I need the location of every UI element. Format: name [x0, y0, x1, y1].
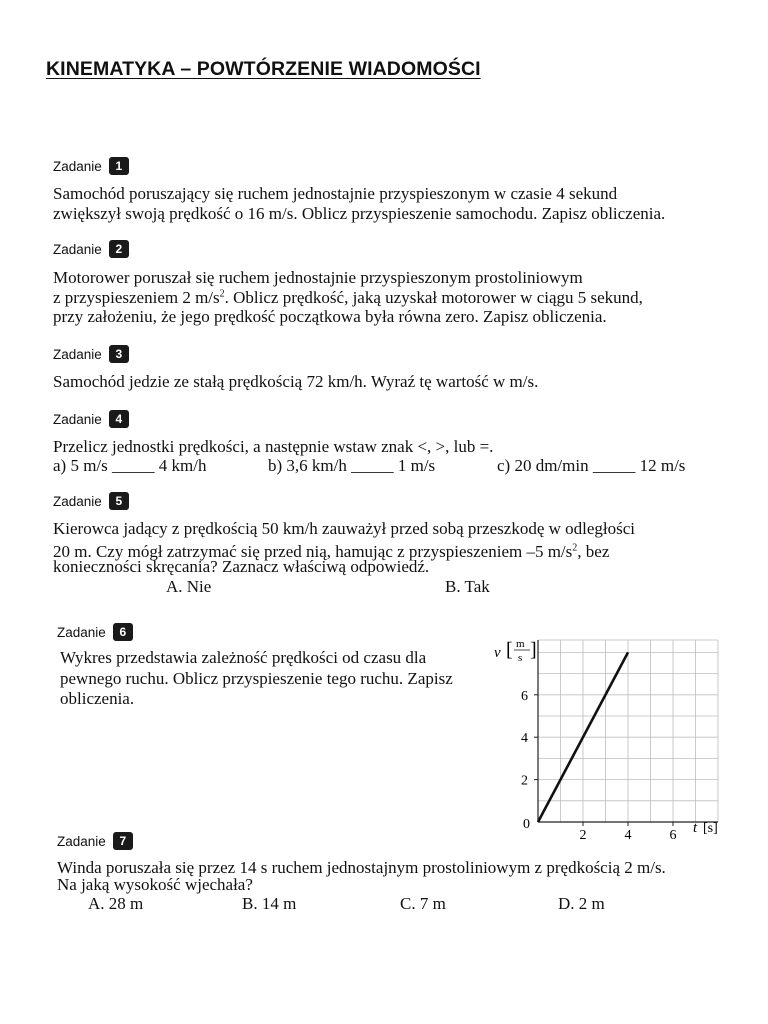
chart-grid	[538, 640, 718, 822]
task-4-option-c: c) 20 dm/min _____ 12 m/s	[497, 456, 686, 475]
task-1-text	[53, 184, 665, 223]
task-6-text	[60, 648, 453, 710]
text-line: Na jaką wysokość wjechała?	[57, 875, 253, 894]
text-fragment: . Oblicz prędkość, jaką uzyskał motorower w ciągu 5 sekund,	[224, 287, 643, 307]
answer-option-a[interactable]: A. 28 m	[88, 894, 144, 913]
x-axis-unit: [s]	[703, 821, 718, 836]
answer-option-d[interactable]: D. 2 m	[558, 894, 605, 913]
text-fragment: z przyspieszeniem 2 m/s	[53, 287, 220, 307]
origin-label: 0	[523, 817, 530, 832]
answer-option-b[interactable]: B. Tak	[445, 577, 490, 596]
task-number-badge: 2	[109, 240, 129, 258]
task-label-text: Zadanie	[53, 158, 102, 174]
task-label-text: Zadanie	[53, 346, 102, 362]
text-line: przy założeniu, że jego prędkość początkowa była równa zero. Zapisz obliczenia.	[53, 307, 607, 326]
task-4-option-a: a) 5 m/s _____ 4 km/h	[53, 456, 207, 475]
task-5-text	[53, 519, 635, 577]
text-line: Kierowca jadący z prędkością 50 km/h zauważył przed sobą przeszkodę w odległości	[53, 519, 636, 538]
task-number-badge: 1	[109, 157, 129, 175]
task-6-label	[57, 623, 133, 641]
text-line: Samochód jedzie ze stałą prędkością 72 km/h. Wyraź tę wartość w m/s.	[53, 372, 539, 391]
task-number-badge: 5	[109, 492, 129, 510]
text-line: Wykres przedstawia zależność prędkości od czasu dla	[60, 648, 427, 667]
velocity-time-chart	[488, 632, 728, 842]
task-label-text: Zadanie	[53, 493, 102, 509]
y-tick-label: 6	[521, 688, 528, 704]
task-label-text: Zadanie	[57, 833, 106, 849]
task-7-text	[57, 859, 666, 893]
task-2-text	[53, 268, 643, 327]
text-line: pewnego ruchu. Oblicz przyspieszenie tego ruchu. Zapisz	[60, 668, 453, 688]
y-tick-label: 2	[521, 773, 528, 789]
task-label-text: Zadanie	[53, 241, 102, 257]
text-line: obliczenia.	[60, 689, 135, 708]
superscript: 2	[572, 541, 578, 553]
task-number-badge: 3	[109, 345, 129, 363]
text-line	[53, 288, 643, 308]
x-tick-label: 4	[624, 828, 632, 842]
task-3-text	[53, 372, 538, 392]
y-axis-unit-bracket-right: ]	[530, 639, 537, 661]
text-line: Winda poruszała się przez 14 s ruchem jednostajnym prostoliniowym z prędkością 2 m/s.	[57, 858, 666, 877]
superscript: 2	[219, 287, 225, 299]
x-tick-label: 6	[669, 828, 677, 842]
task-3-label	[53, 345, 129, 363]
task-1-label	[53, 157, 129, 175]
answer-option-c[interactable]: C. 7 m	[400, 894, 446, 913]
y-tick-label: 4	[521, 731, 528, 747]
task-4-label	[53, 410, 129, 428]
y-axis-unit-bracket-left: [	[506, 639, 513, 661]
task-4-intro: Przelicz jednostki prędkości, a następnie wstaw znak <, >, lub =.	[53, 437, 494, 456]
y-axis-unit-denominator: s	[518, 652, 523, 664]
answer-option-b[interactable]: B. 14 m	[242, 894, 297, 913]
x-tick-label: 2	[579, 828, 587, 842]
task-2-label	[53, 240, 129, 258]
y-axis-unit-numerator: m	[516, 638, 525, 650]
task-5-label	[53, 492, 129, 510]
chart-ticks	[521, 689, 677, 842]
text-line: zwiększył swoją prędkość o 16 m/s. Oblicz przyspieszenie samochodu. Zapisz obliczenia.	[53, 203, 666, 223]
y-axis-label: v	[494, 645, 501, 661]
text-line: Motorower poruszał się ruchem jednostajnie przyspieszonym prostoliniowym	[53, 268, 583, 287]
text-fragment: , bez	[577, 541, 610, 561]
text-fragment: 20 m. Czy mógł zatrzymać się przed nią, hamując z przyspieszeniem –5 m/s	[53, 541, 573, 561]
task-number-badge: 4	[109, 410, 129, 428]
page-title: KINEMATYKA – POWTÓRZENIE WIADOMOŚCI	[46, 58, 481, 80]
task-number-badge: 7	[113, 832, 133, 850]
task-label-text: Zadanie	[57, 624, 106, 640]
task-number-badge: 6	[113, 623, 133, 641]
text-line: konieczności skręcania? Zaznacz właściwą odpowiedź.	[53, 557, 430, 576]
task-label-text: Zadanie	[53, 411, 102, 427]
task-7-label	[57, 832, 133, 850]
x-axis-label: t	[693, 820, 698, 836]
answer-option-a[interactable]: A. Nie	[166, 577, 212, 596]
task-4-option-b: b) 3,6 km/h _____ 1 m/s	[268, 456, 436, 475]
text-line: Samochód poruszający się ruchem jednostajnie przyspieszonym w czasie 4 sekund	[53, 184, 618, 203]
